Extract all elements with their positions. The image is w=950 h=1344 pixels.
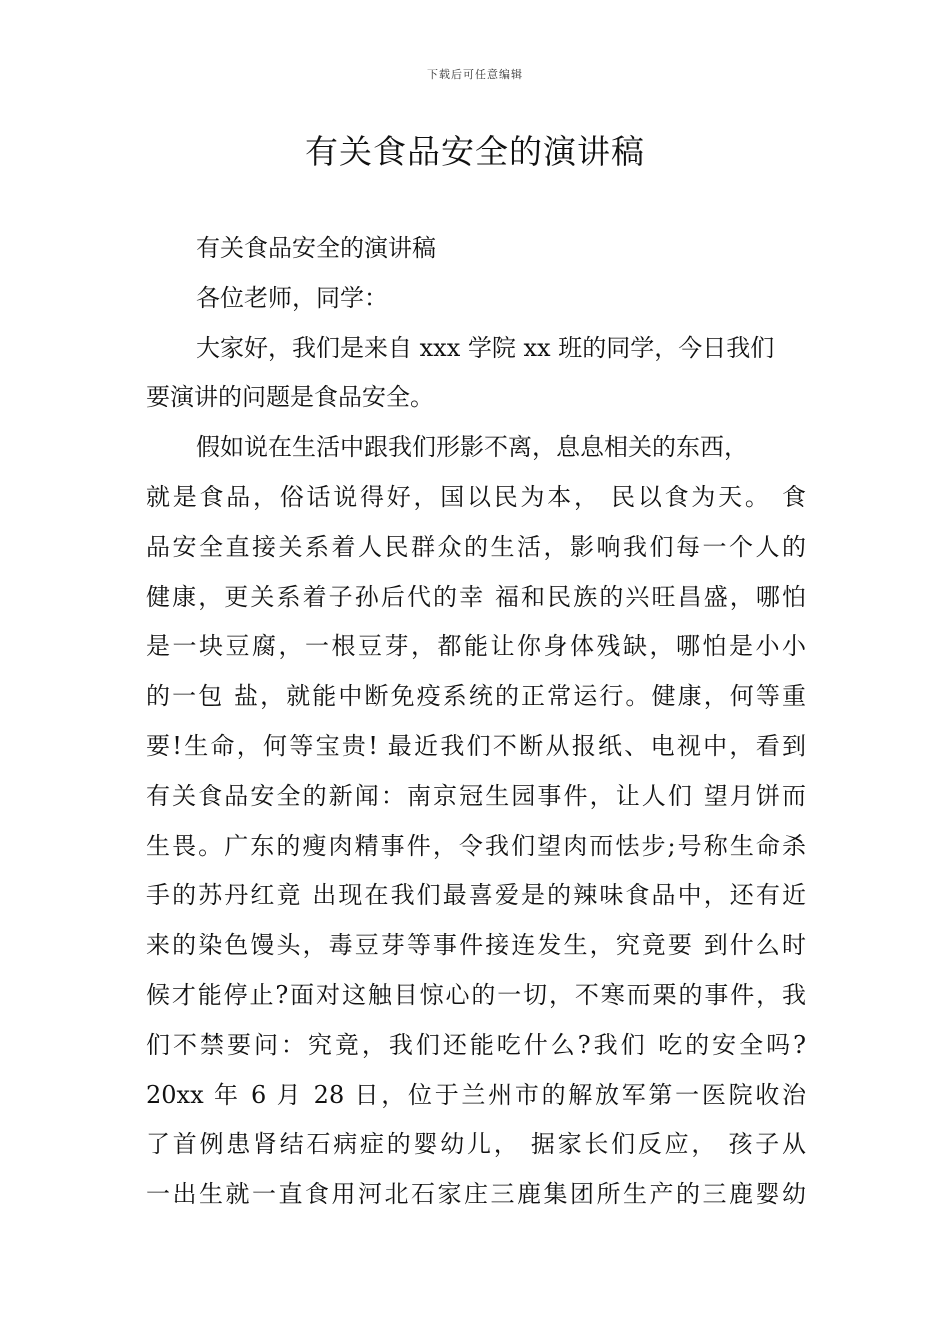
paragraph-line: 们不禁要问：究竟，我们还能吃什么?我们 吃的安全吗? [146, 1030, 806, 1059]
paragraph-line: 候才能停止?面对这触目惊心的一切，不寒而栗的事件，我 [146, 980, 806, 1009]
paragraph-line: 健康，更关系着子孙后代的幸 福和民族的兴旺昌盛，哪怕 [146, 582, 806, 611]
header-note: 下载后可任意编辑 [427, 68, 523, 81]
paragraph-line: 各位老师，同学： [196, 283, 388, 312]
paragraph-line: 一出生就一直食用河北石家庄三鹿集团所生产的三鹿婴幼 [146, 1180, 806, 1209]
paragraph-line: 来的染色馒头，毒豆芽等事件接连发生，究竟要 到什么时 [146, 931, 806, 960]
paragraph-line: 品安全直接关系着人民群众的生活，影响我们每一个人的 [146, 532, 806, 561]
paragraph-line: 手的苏丹红竟 出现在我们最喜爱是的辣味食品中，还有近 [146, 881, 806, 910]
document-body [146, 224, 806, 1220]
paragraph-line: 要演讲的问题是食品安全。 [146, 383, 434, 412]
paragraph-line: 生畏。广东的瘦肉精事件，令我们望肉而怯步;号称生命杀 [146, 831, 806, 860]
paragraph-line: 就是食品，俗话说得好，国以民为本， 民以食为天。 食 [146, 482, 806, 511]
paragraph-line: 有关食品安全的新闻：南京冠生园事件，让人们 望月饼而 [146, 781, 806, 810]
paragraph-line: 是一块豆腐，一根豆芽，都能让你身体残缺，哪怕是小小 [146, 632, 806, 661]
paragraph-line: 了首例患肾结石病症的婴幼儿， 据家长们反应， 孩子从 [146, 1130, 806, 1159]
paragraph-line: 假如说在生活中跟我们形影不离，息息相关的东西， [196, 433, 748, 462]
paragraph-line: 有关食品安全的演讲稿 [196, 234, 436, 262]
paragraph-line: 20xx 年 6 月 28 日，位于兰州市的解放军第一医院收治 [146, 1080, 806, 1109]
paragraph-line: 大家好，我们是来自 xxx 学院 xx 班的同学，今日我们 [196, 333, 775, 362]
paragraph-line: 的一包 盐，就能中断免疫系统的正常运行。健康，何等重 [146, 682, 806, 711]
paragraph-line: 要!生命，何等宝贵! 最近我们不断从报纸、电视中，看到 [146, 731, 806, 760]
document-title: 有关食品安全的演讲稿 [305, 132, 645, 171]
